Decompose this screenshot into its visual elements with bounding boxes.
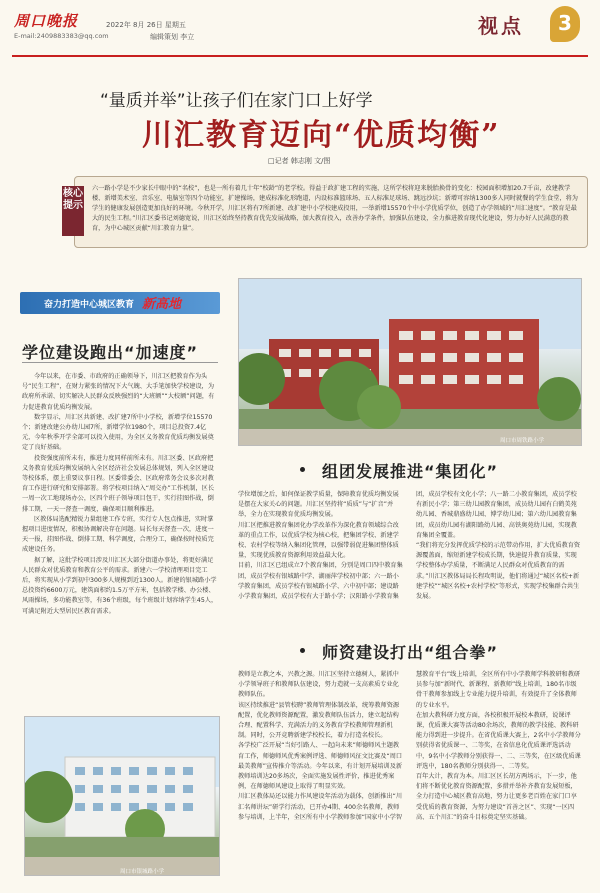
column-banner-highlight: 新高地 — [142, 297, 182, 312]
header-rule — [12, 55, 588, 57]
paragraph: 川汇区把推进教育集团化办学改革作为深化教育领域综合改革的重点工作，以优质学校为核心校，把集团学校、新建学校、农村学校等纳入集团化管理，以强带弱促进集团整体质量，实现优质教育资源利用效益最大化。 — [238, 521, 399, 560]
section-name: 视点 — [478, 14, 524, 38]
paragraph: 在加大教科研力度方面，各校积极开展校本教研，说课评课，优质课大赛等活动80余场次，教师的教学技能、教科研能力得到进一步提升。在省优质课大赛上，2名中小学教师分别获得省优质课一、二等奖，在省信息化优质课评选活动中，9名中小学教师分别获得一、二、三等奖，在区级优质课评选中，180名教师分别获得一、二等奖。 — [416, 711, 581, 770]
main-headline: 川汇教育迈向“优质均衡” — [142, 118, 501, 153]
title-ornament — [300, 648, 305, 653]
section1-body — [22, 372, 218, 617]
issue-date: 2022年 8月 26日 星期五 — [106, 21, 186, 29]
paragraph: 川汇区教体局还以能力作风建设年活动为载体，创新推出“川汇名师讲坛”研学行活动，已开办4期、400余名教师，教师参与培训，上半年，全区所有中小学教师参加“国家中小学智慧教育平台”线上培训，全区所有中小学教师学科教研和教研员参与加“新时代、新课程、新教师”线上培训，180名市级骨干教师参加线上专业能力提升培训，有效提升了全体教师的专业水平。 — [238, 671, 581, 821]
school-building-photo — [238, 278, 582, 446]
paragraph: 区教体局选配精锐力量组建工作专班，实行专人包点推进，实时掌握项目进度情况，积极协调解决存在问题。局长每天督查一次，进度一天一报，挂图作战、倒排工期、科学调度，合理分工，确保按时按质完成建设任务。 — [22, 515, 214, 554]
kicker-headline: “量质并举”让孩子们在家门口上好学 — [100, 91, 373, 111]
section3-body — [238, 670, 582, 882]
paragraph: 据了解，这批学校项目涉及川汇区大部分街道办事处，将更好满足人民群众对优质教育和教育公平的需求。新建六一学校清理项目完工后，将实现从小学到初中300多人规模到近1300人。新建的银城路小学总投资约6600万元，建筑面积约1.5万平方米，包括教学楼、办公楼、风雨操场，多功能教室等，有36个班级，每个班级计划容纳学生45人，可满足附近大型居民区教育需求。 — [22, 556, 218, 615]
school-photo-bottom — [24, 716, 220, 876]
title-ornament — [300, 467, 305, 472]
paragraph: 该区持续推进“县管校聘”教师管理体制改革，统筹教师资源配置，优化教师资源配置，激发教师队伍活力，建立起结构合理、配置科学、充满活力的义务教育学校教师管理新机制。同时，公开竞聘新建学校校长，着力打造名校长。 — [238, 701, 400, 740]
paragraph: 百年大计，教育为本。川汇区区长胡方两场示，下一步，他们将不断优化教育资源配置，多措并举补齐教育发展短板，全力打造中心城区教育高地，努力让更多老百姓在家门口享受优质的教育资源，为努力建设“首善之区”、实现“一区四高、五个川汇”的奋斗目标奠定坚实基础。 — [416, 773, 577, 821]
section2-body — [238, 490, 582, 618]
paragraph: 投资强度前所未有，推进力度同样前所未有。川汇区委、区政府把义务教育优质均衡发展纳入全区经济社会发展总体规划，列入全区建设等校体系，摆上重要议事日程。区委常委会、区政府常务会议多次对教育工作进行研究和安排部署。将学校项目纳入“周交办”工作机制，区长一周一次工地现场办公，区四个班子领导项目包干，实行挂图作战，倒排工期，一天一督查一调度，确保项目顺利推进。 — [22, 454, 215, 513]
paragraph: 今年以来，在市委、市政府的正确领导下，川汇区把教育作为头号“民生工程”，在财力紧张的情况下大气魄、大手笔加快学校建设，为政府所承诺、切实解决人民群众反映强烈的“大班额”“大校额”问题，有力促进教育优质均衡发展。 — [22, 373, 215, 411]
paragraph: 学位增加之后，如何保证教学质量，保障教育优质均衡发展是摆在大家关心的问题。川汇区坚持将“质质”与“扩音”并举，全力在实现教育优质均衡发展。 — [238, 491, 399, 519]
editor-credit: 编辑策划 李立 — [150, 33, 195, 41]
paragraph: 各学校广泛开展“当好引路人、一起向未来”师德师风主题教育工作，师德师风优秀案例评选、师德师风征文比赛及“周口最美教师”宣传推介等活动。今年以来，有计划开展培训及新教师培训达20多场次，全面实施发展性评价，推进优秀案例，在师德师风建设上取得了明显实效。 — [238, 742, 403, 791]
paragraph: 数字显示，川汇区共新建、改扩建7所中小学校，新增学位15570个；新建改建公办幼儿园7所，新增学位1980个，项目总投资7.4亿元，今年秋季开学全部可以投入使用，为全区义务教育优质均衡发展奠定了良好基础。 — [22, 413, 214, 452]
school-building-illustration-2 — [25, 717, 220, 876]
summary-text: 六一路小学是不少家长中眼中的“名校”，也是一所有着几十年“校龄”的老学校。得益于政扩建工程的实施，这所学校将迎来脱胎换骨的变化：校园面积增加20.7千亩，改建教学楼、新增美术室、音乐室、电脑室等四个功能室，扩建操场，建成标准化形跑道，内设标准篮球场、五人标准足球场、跳远沙坑；新增可容纳1300多人同时就餐的学生食堂，将为学生的健康发展创造更加良好的环境。今秋开学，川汇区将有7所新建、改扩建中小学校建成投用，一举新增15570个中小学优质学位，创造了办学领域的“川汇速度”。“教育是最大的民生工程。”川汇区委书记刘德宽说，川汇区始终坚持教育优先发展战略，加大教育投入，改善办学条件，加强队伍建设，全力推进教育现代化建设，努力办好人民满意的教育，为中心城区贡献“川汇教育力量”。 — [92, 185, 578, 232]
school-building-illustration — [239, 279, 582, 446]
byline: □记者 韩志刚 文/图 — [268, 157, 331, 165]
paragraph: “我们将充分发挥优质学校的示范带动作用，扩大优质教育资源覆盖面，缩短新建学校成长期，快速提升教育质量，实现学校整体办学质量，不断满足人民群众对优质教育的需求。”川汇区教体局局长程攻明说，他们将通过“城区名校+新建学校”“城区名校+农村学校”等形式，实现学校集群合共生发展。 — [416, 542, 581, 601]
section2-title: 组团发展推进“集团化” — [322, 462, 499, 481]
section3-title: 师资建设打出“组合拳” — [322, 643, 499, 662]
section1-title-rule — [22, 362, 218, 363]
page-number-badge: 3 — [550, 6, 580, 42]
photo-caption: 周口市银城路小学 — [120, 869, 165, 875]
photo-caption: 周口市周铁路小学 — [500, 438, 545, 444]
summary-label: 核心提示 — [62, 186, 84, 236]
paragraph: 目前，川汇区已组成立7个教育集团，分别是周口四中教育集团，成员学校有银城路中学、湖丽萍学校初中部；六一路小学教育集团，成员学校有银城路小学、六中初中部；建设路小学教育集团，成员学校有大于路小学；汉阳路小学教育集团，成员学校有文化小学；八一路二小教育集团，成员学校有新民小学；第三幼儿园教育集团，成员幼儿园有白鹤美苑幼儿园、香城鼎盛幼儿园、博学幼儿园；第六幼儿园教育集团，成员幼儿园有湖阳路幼儿园、高铁奥苑幼儿园，实现教育集团全覆盖。 — [238, 491, 577, 601]
masthead-email: E-mail:2409883383@qq.com — [14, 32, 109, 40]
section1-title: 学位建设跑出“加速度” — [22, 343, 199, 362]
paragraph: 教师是立教之本，兴教之源。川汇区坚持立德树人，紧抓中小学领导班子和教师队伍建设，努力造就一支高素质专业化教师队伍。 — [238, 671, 399, 699]
newspaper-logo: 周口晚报 — [14, 12, 79, 30]
column-banner-text: 奋力打造中心城区教育 — [44, 300, 135, 310]
